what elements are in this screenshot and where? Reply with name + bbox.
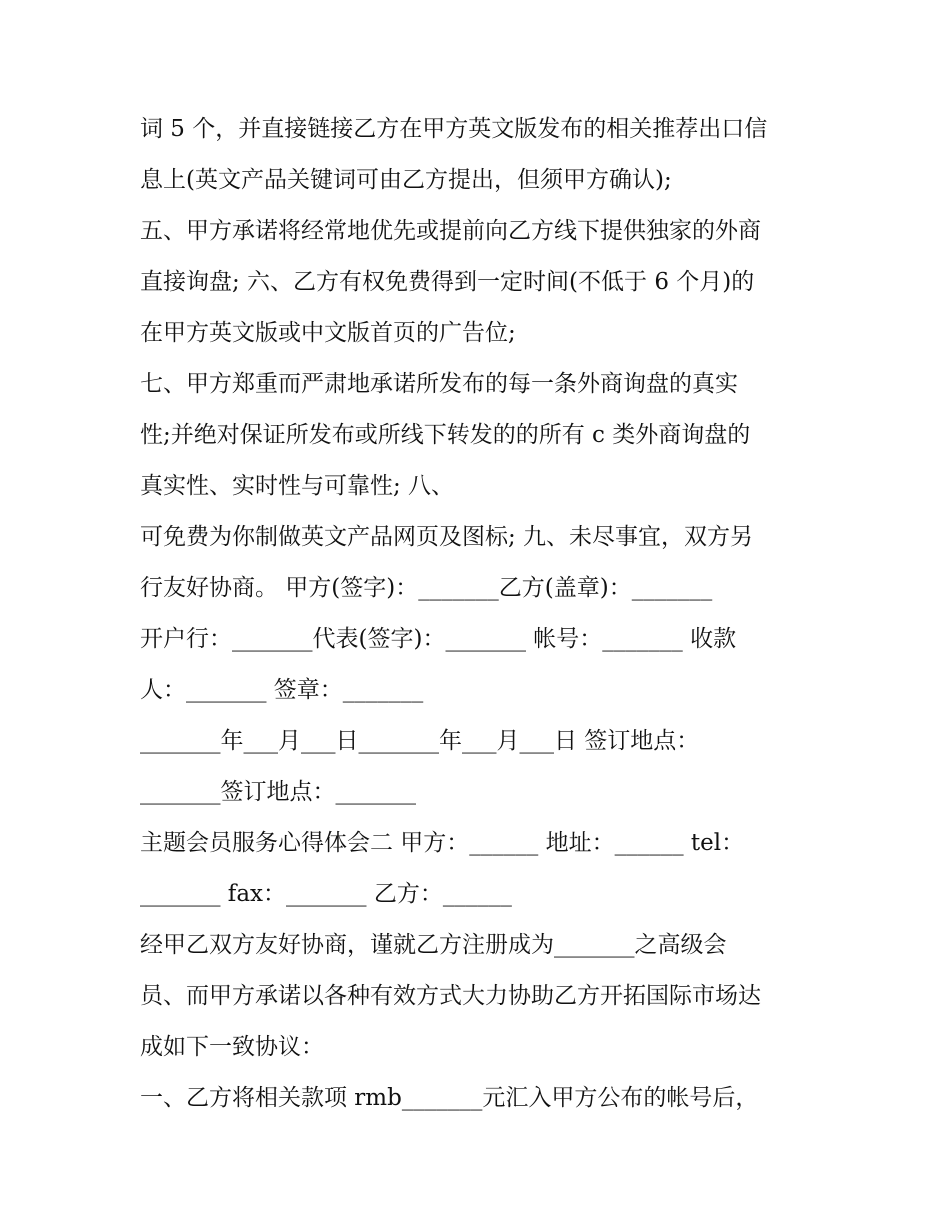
text-line: 人：_______ 签章：_______ bbox=[140, 677, 424, 703]
text-line: 员、而甲方承诺以各种有效方式大力协助乙方开拓国际市场达 bbox=[140, 983, 761, 1009]
text-line: _______年___月___日_______年___月___日 签订地点： bbox=[140, 728, 700, 754]
text-line: 开户行：_______代表(签字)：_______ 帐号：_______ 收款 bbox=[140, 626, 737, 652]
text-line: 可免费为你制做英文产品网页及图标; 九、未尽事宜，双方另 bbox=[140, 524, 754, 550]
text-line: 一、乙方将相关款项 rmb_______元汇入甲方公布的帐号后， bbox=[140, 1085, 759, 1111]
text-line: 息上(英文产品关键词可由乙方提出，但须甲方确认); bbox=[140, 167, 672, 193]
text-line: 行友好协商。 甲方(签字)：_______乙方(盖章)：_______ bbox=[140, 575, 713, 601]
text-line: 性;并绝对保证所发布或所线下转发的的所有 c 类外商询盘的 bbox=[140, 422, 751, 448]
text-line: 真实性、实时性与可靠性; 八、 bbox=[140, 473, 455, 499]
text-line: 五、甲方承诺将经常地优先或提前向乙方线下提供独家的外商 bbox=[140, 218, 761, 244]
text-line: 成如下一致协议： bbox=[140, 1034, 324, 1060]
text-line: _______ fax：_______ 乙方：______ bbox=[140, 881, 512, 907]
text-line: 经甲乙双方友好协商，谨就乙方注册成为_______之高级会 bbox=[140, 932, 727, 958]
text-line: 主题会员服务心得体会二 甲方：______ 地址：______ tel： bbox=[140, 830, 745, 856]
text-line: 词 5 个，并直接链接乙方在甲方英文版发布的相关推荐出口信 bbox=[140, 116, 768, 142]
text-line: 七、甲方郑重而严肃地承诺所发布的每一条外商询盘的真实 bbox=[140, 371, 738, 397]
document-body bbox=[140, 104, 820, 1124]
text-line: _______签订地点：_______ bbox=[140, 779, 416, 805]
text-line: 在甲方英文版或中文版首页的广告位; bbox=[140, 320, 516, 346]
text-line: 直接询盘; 六、乙方有权免费得到一定时间(不低于 6 个月)的 bbox=[140, 269, 755, 295]
